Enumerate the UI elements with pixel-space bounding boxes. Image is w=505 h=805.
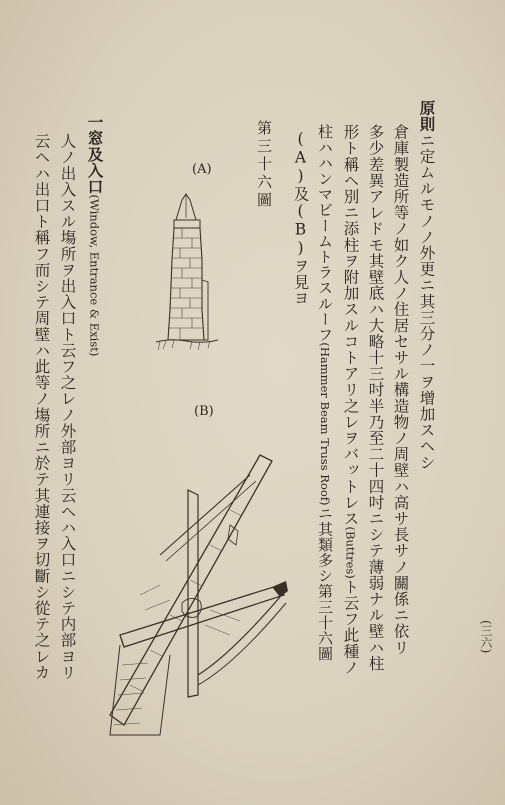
section-title: 窓及入口 [85, 130, 105, 195]
page-number: (三六) [479, 620, 493, 654]
text-column-7 [59, 133, 75, 680]
section-heading [86, 114, 103, 356]
latin-term: (Window, Entrance & Exist) [87, 194, 102, 357]
column-text: 倉庫製造所等ノ如ク人ノ住居セサル構造物ノ周壁ハ高サ長サノ關係ニ依リ [391, 124, 410, 656]
buttress-illustration [152, 190, 222, 390]
text-column-8 [33, 133, 49, 680]
figure-label-a: (A) [192, 162, 212, 177]
text-column-1 [418, 100, 435, 470]
column-text: 人ノ出入スル塲所ヲ出入口ト云フ之レノ外部ヨリ云ヘハ入口ニシテ内部ヨリ [58, 133, 77, 681]
column-text: ニ其類多シ第三十六圖 [316, 505, 334, 662]
section-marker: 一 [85, 114, 105, 131]
column-text: ニ定ムルモノノ外更ニ其三分ノ一ヲ增加スヘシ [417, 132, 436, 471]
text-column-2 [392, 124, 408, 655]
figure-title: 第三十六圖 [255, 120, 273, 210]
column-text: (A)及(B)ヲ見ヨ [291, 130, 310, 306]
column-text: 形ト稱ヘ別ニ添柱ヲ附加スルコトアリ之レヲバットレス [341, 124, 360, 527]
column-text: 云ヘハ出口ト稱フ而シテ周壁ハ此等ノ塲所ニ於テ其連接ヲ切斷シ從テ之レカ [32, 133, 51, 681]
text-column-4 [342, 124, 358, 675]
bold-term: 原則 [417, 100, 437, 133]
column-text: 柱ハハンマビームトラスルーフ [316, 124, 334, 343]
text-column-6 [292, 130, 308, 306]
column-text: 多少差異アレドモ其壁底ハ大略十三吋半乃至二十四吋ニシテ薄弱ナル壁ハ柱 [366, 124, 385, 672]
column-text: ト云フ此種ノ [341, 578, 360, 676]
latin-term: (Buttres) [343, 526, 358, 579]
hammer-beam-truss-illustration [100, 435, 300, 755]
text-column-5 [317, 124, 332, 662]
text-column-3 [367, 124, 383, 671]
figure-label-b: (B) [194, 404, 214, 419]
latin-term: (Hammer Beam Truss Roof) [318, 342, 332, 506]
